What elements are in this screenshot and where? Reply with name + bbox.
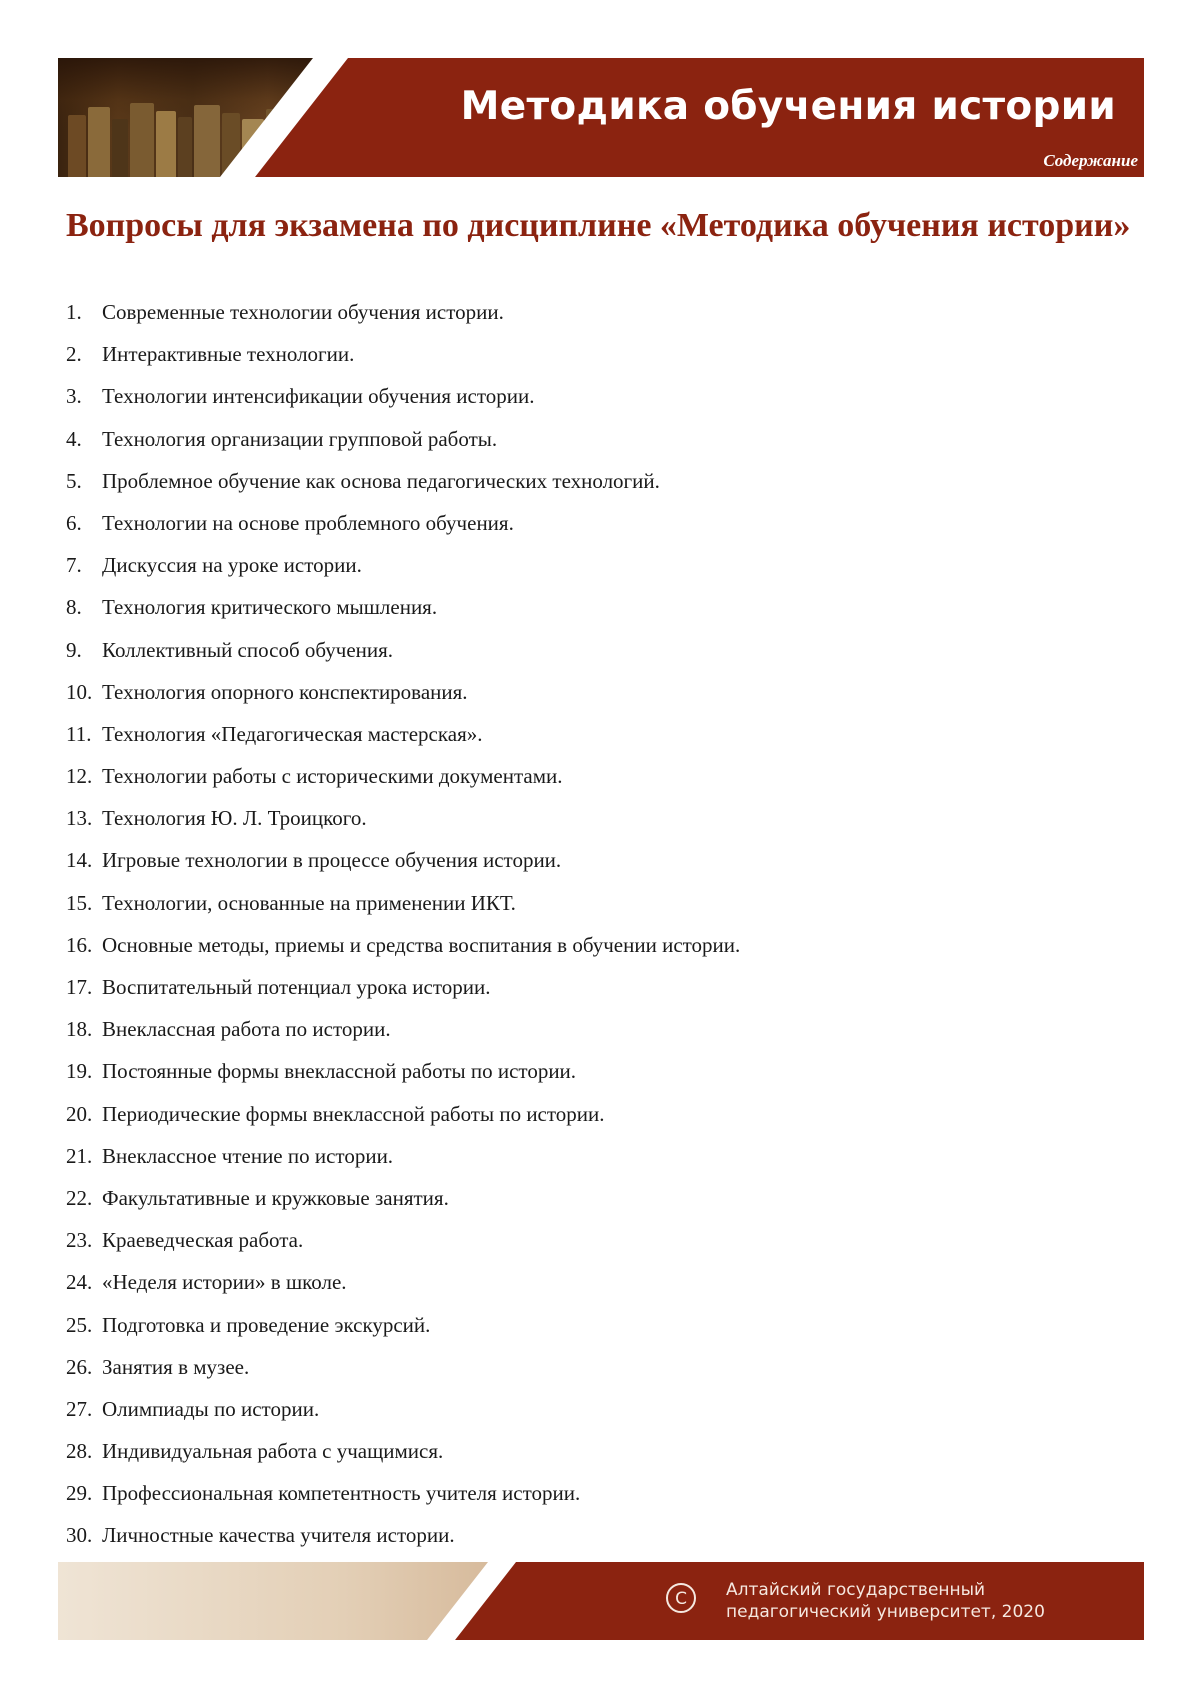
list-item — [66, 384, 1136, 426]
item-number: 5. — [66, 469, 102, 511]
item-text: Интерактивные технологии. — [102, 342, 354, 384]
item-text: Внеклассная работа по истории. — [102, 1017, 391, 1059]
item-number: 21. — [66, 1144, 102, 1186]
footer-org-line1: Алтайский государственный — [726, 1579, 1045, 1601]
item-text: Коллективный способ обучения. — [102, 638, 393, 680]
item-text: Дискуссия на уроке истории. — [102, 553, 362, 595]
item-number: 1. — [66, 300, 102, 342]
item-text: Технологии на основе проблемного обучения. — [102, 511, 514, 553]
item-text: Воспитательный потенциал урока истории. — [102, 975, 490, 1017]
item-number: 13. — [66, 806, 102, 848]
item-text: Личностные качества учителя истории. — [102, 1523, 455, 1565]
list-item — [66, 1144, 1136, 1186]
list-item — [66, 1439, 1136, 1481]
item-number: 11. — [66, 722, 102, 764]
item-text: Технология Ю. Л. Троицкого. — [102, 806, 367, 848]
item-text: Проблемное обучение как основа педагогических технологий. — [102, 469, 660, 511]
list-item — [66, 722, 1136, 764]
list-item — [66, 427, 1136, 469]
list-item — [66, 1059, 1136, 1101]
item-text: Краеведческая работа. — [102, 1228, 303, 1270]
item-text: Технология организации групповой работы. — [102, 427, 497, 469]
item-text: Олимпиады по истории. — [102, 1397, 319, 1439]
item-text: Современные технологии обучения истории. — [102, 300, 504, 342]
item-number: 26. — [66, 1355, 102, 1397]
item-number: 23. — [66, 1228, 102, 1270]
item-text: Факультативные и кружковые занятия. — [102, 1186, 449, 1228]
item-number: 28. — [66, 1439, 102, 1481]
item-text: Индивидуальная работа с учащимися. — [102, 1439, 443, 1481]
copyright-icon — [665, 1582, 697, 1614]
header-banner — [58, 58, 1144, 177]
item-text: Профессиональная компетентность учителя истории. — [102, 1481, 580, 1523]
item-text: Постоянные формы внеклассной работы по истории. — [102, 1059, 576, 1101]
item-number: 9. — [66, 638, 102, 680]
item-number: 30. — [66, 1523, 102, 1565]
item-number: 8. — [66, 595, 102, 637]
item-number: 6. — [66, 511, 102, 553]
item-text: Технология «Педагогическая мастерская». — [102, 722, 483, 764]
item-number: 12. — [66, 764, 102, 806]
item-text: Подготовка и проведение экскурсий. — [102, 1313, 430, 1355]
list-item — [66, 1017, 1136, 1059]
item-number: 25. — [66, 1313, 102, 1355]
contents-link[interactable]: Содержание — [1043, 151, 1138, 171]
item-text: Технология критического мышления. — [102, 595, 437, 637]
item-number: 14. — [66, 848, 102, 890]
list-item — [66, 511, 1136, 553]
list-item — [66, 300, 1136, 342]
item-text: Периодические формы внеклассной работы по истории. — [102, 1102, 605, 1144]
item-number: 10. — [66, 680, 102, 722]
list-item — [66, 342, 1136, 384]
list-item — [66, 1228, 1136, 1270]
list-item — [66, 680, 1136, 722]
item-text: Технологии работы с историческими документами. — [102, 764, 563, 806]
item-text: Основные методы, приемы и средства воспитания в обучении истории. — [102, 933, 740, 975]
list-item — [66, 1355, 1136, 1397]
svg-text:C: C — [675, 1589, 687, 1609]
list-item — [66, 891, 1136, 933]
footer-org-line2: педагогический университет, 2020 — [726, 1601, 1045, 1623]
item-number: 17. — [66, 975, 102, 1017]
page-title: Вопросы для экзамена по дисциплине «Методика обучения истории» — [66, 204, 1136, 247]
list-item — [66, 1523, 1136, 1565]
item-number: 7. — [66, 553, 102, 595]
item-number: 19. — [66, 1059, 102, 1101]
item-number: 22. — [66, 1186, 102, 1228]
header-title: Методика обучения истории — [461, 84, 1116, 129]
list-item — [66, 848, 1136, 890]
item-text: Технология опорного конспектирования. — [102, 680, 468, 722]
list-item — [66, 1313, 1136, 1355]
item-text: «Неделя истории» в школе. — [102, 1270, 347, 1312]
list-item — [66, 638, 1136, 680]
item-number: 15. — [66, 891, 102, 933]
item-number: 27. — [66, 1397, 102, 1439]
item-text: Занятия в музее. — [102, 1355, 249, 1397]
item-number: 3. — [66, 384, 102, 426]
footer-banner — [58, 1562, 1144, 1640]
list-item — [66, 1102, 1136, 1144]
list-item — [66, 595, 1136, 637]
item-number: 24. — [66, 1270, 102, 1312]
item-number: 4. — [66, 427, 102, 469]
footer-organization — [726, 1579, 1045, 1623]
list-item — [66, 553, 1136, 595]
list-item — [66, 933, 1136, 975]
item-text: Технологии интенсификации обучения истории. — [102, 384, 534, 426]
list-item — [66, 764, 1136, 806]
list-item — [66, 1186, 1136, 1228]
item-text: Игровые технологии в процессе обучения истории. — [102, 848, 561, 890]
item-text: Внеклассное чтение по истории. — [102, 1144, 393, 1186]
list-item — [66, 469, 1136, 511]
item-number: 16. — [66, 933, 102, 975]
list-item — [66, 1397, 1136, 1439]
question-list — [66, 300, 1136, 1566]
list-item — [66, 1270, 1136, 1312]
item-number: 18. — [66, 1017, 102, 1059]
list-item — [66, 975, 1136, 1017]
item-text: Технологии, основанные на применении ИКТ. — [102, 891, 516, 933]
item-number: 2. — [66, 342, 102, 384]
list-item — [66, 806, 1136, 848]
item-number: 20. — [66, 1102, 102, 1144]
list-item — [66, 1481, 1136, 1523]
item-number: 29. — [66, 1481, 102, 1523]
